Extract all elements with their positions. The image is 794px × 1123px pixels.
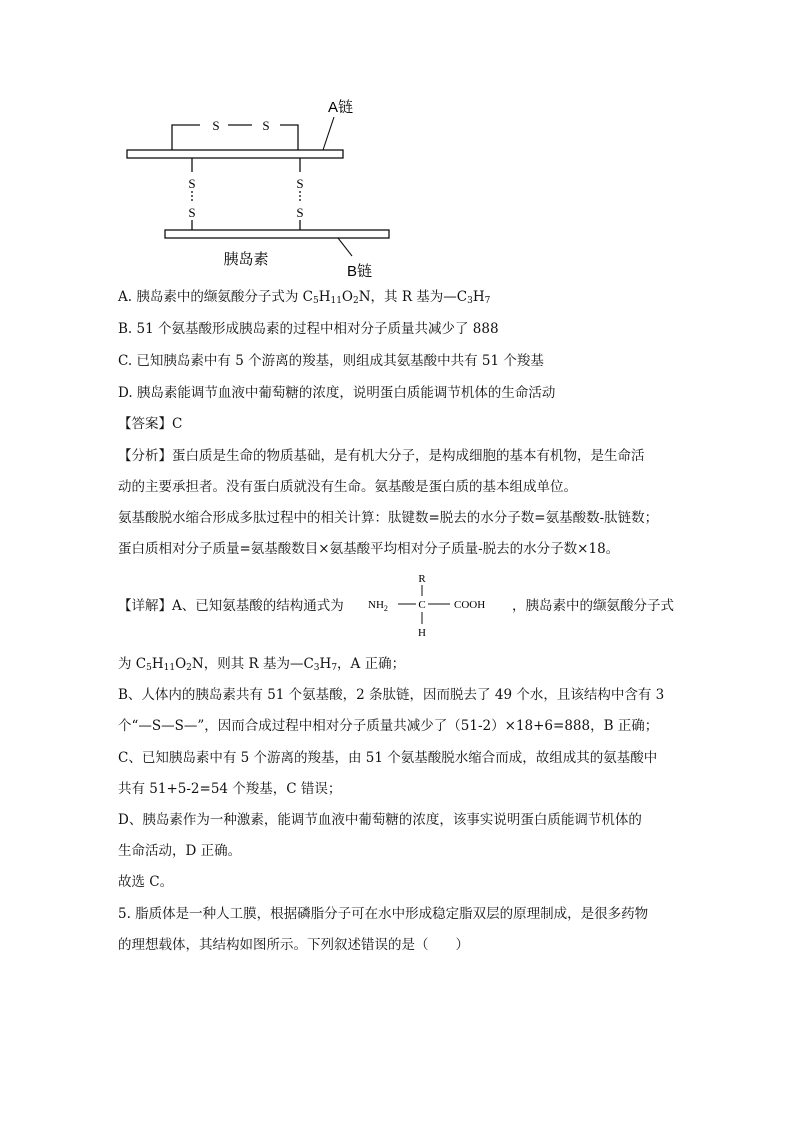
answer-value: C bbox=[172, 416, 183, 432]
insulin-label: 胰岛素 bbox=[223, 251, 269, 268]
question-5-line-2: 的理想载体，其结构如图所示。下列叙述错误的是（ ） bbox=[118, 937, 469, 953]
detail-c-line-2: 共有 51+5-2=54 个羧基，C 错误； bbox=[118, 781, 342, 797]
amino-acid-general-structure bbox=[368, 568, 508, 640]
analysis-line-3: 氨基酸脱水缩合形成多肽过程中的相关计算：肽键数=脱去的水分子数=氨基酸数-肽链数； bbox=[118, 510, 659, 526]
question-5-line-1: 5. 脂质体是一种人工膜，根据磷脂分子可在水中形成稳定脂双层的原理制成，是很多药物 bbox=[118, 906, 649, 922]
detail-a-line-1: 【详解】A、已知氨基酸的结构通式为 bbox=[118, 598, 344, 614]
s-right-lower: S bbox=[296, 205, 304, 220]
option-d: D. 胰岛素能调节血液中葡萄糖的浓度，说明蛋白质能调节机体的生命活动 bbox=[118, 385, 556, 401]
leader-b bbox=[338, 238, 352, 256]
answer-line bbox=[118, 414, 182, 434]
insulin-structure-figure bbox=[120, 92, 420, 282]
option-a: A. 胰岛素中的缬氨酸分子式为 $C_5H_{11}O_2N$，其 R 基为$—C_3H_7$ bbox=[118, 289, 491, 306]
detail-tag: 【详解】 bbox=[118, 598, 172, 614]
s-right-upper: S bbox=[296, 176, 304, 191]
leader-a bbox=[323, 117, 334, 150]
analysis-line-4: 蛋白质相对分子质量=氨基酸数目×氨基酸平均相对分子质量-脱去的水分子数×18。 bbox=[118, 541, 620, 557]
detail-conclusion: 故选 C。 bbox=[118, 874, 174, 890]
chain-b-label: B链 bbox=[347, 263, 373, 280]
detail-d-line-1: D、胰岛素作为一种激素，能调节血液中葡萄糖的浓度，该事实说明蛋白质能调节机体的 bbox=[118, 812, 642, 828]
option-c: C. 已知胰岛素中有 5 个游离的羧基，则组成其氨基酸中共有 51 个羧基 bbox=[118, 353, 544, 369]
amino-acid-structure-diagram bbox=[368, 568, 508, 640]
detail-a-after: ，胰岛素中的缬氨酸分子式 bbox=[512, 598, 674, 614]
s-left-upper: S bbox=[188, 176, 196, 191]
analysis-line-1: 【分析】蛋白质是生命的物质基础，是有机大分子，是构成细胞的基本有机物，是生命活 bbox=[118, 448, 645, 464]
chain-a-bar bbox=[127, 150, 343, 158]
structure-r: R bbox=[418, 573, 426, 585]
detail-d-line-2: 生命活动，D 正确。 bbox=[118, 843, 242, 859]
structure-cooh: COOH bbox=[454, 599, 486, 611]
s-top-right: S bbox=[262, 118, 270, 133]
analysis-line-2: 动的主要承担者。没有蛋白质就没有生命。氨基酸是蛋白质的基本组成单位。 bbox=[118, 479, 577, 495]
analysis-tag: 【分析】 bbox=[118, 448, 172, 464]
detail-b-line-2: 个“—S—S—”，因而合成过程中相对分子质量共减少了（51-2）×18+6=888，B 正确； bbox=[118, 718, 659, 734]
chain-b-bar bbox=[165, 230, 389, 238]
bracket-right bbox=[280, 125, 298, 150]
answer-tag: 【答案】 bbox=[118, 416, 172, 432]
detail-a-line-2: 为 $C_5H_{11}O_2N$，则其 R 基为$—C_3H_7$，A 正确； bbox=[118, 656, 406, 673]
s-left-lower: S bbox=[188, 205, 196, 220]
structure-nh2: $NH_2$ bbox=[368, 599, 388, 613]
bracket-left bbox=[172, 125, 200, 150]
structure-c: C bbox=[418, 599, 426, 611]
detail-b-line-1: B、人体内的胰岛素共有 51 个氨基酸，2 条肽链，因而脱去了 49 个水，且该结构中含有 3 bbox=[118, 687, 665, 703]
s-top-left: S bbox=[212, 118, 220, 133]
chain-a-label: A链 bbox=[328, 99, 354, 116]
option-b: B. 51 个氨基酸形成胰岛素的过程中相对分子质量共减少了 888 bbox=[118, 321, 499, 337]
insulin-diagram bbox=[120, 92, 420, 282]
structure-h: H bbox=[418, 627, 426, 639]
detail-c-line-1: C、已知胰岛素中有 5 个游离的羧基，由 51 个氨基酸脱水缩合而成，故组成其的氨基酸中 bbox=[118, 750, 658, 766]
